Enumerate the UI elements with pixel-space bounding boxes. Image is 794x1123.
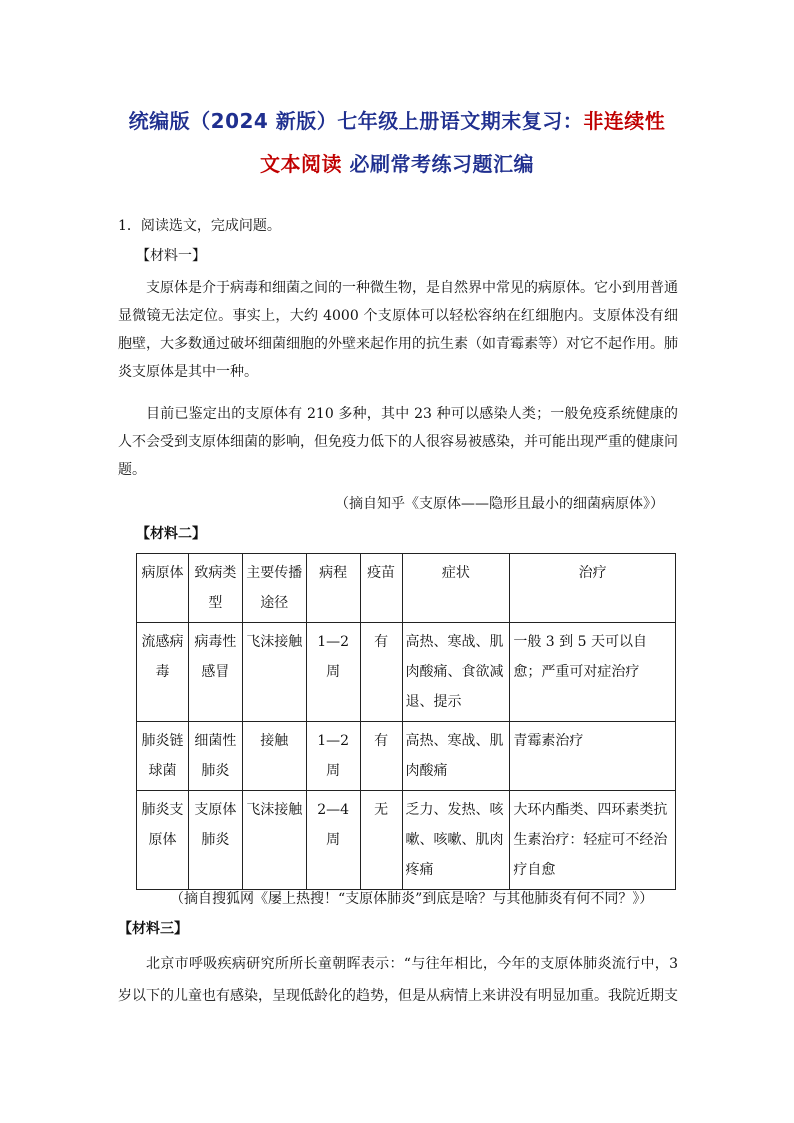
- table-header-cell: 症状: [402, 554, 510, 623]
- table-cell: 一般 3 到 5 天可以自愈；严重可对症治疗: [510, 623, 676, 722]
- title-red-part: 非连续性: [583, 109, 666, 133]
- title-blue-part-2: 必刷常考练习题汇编: [342, 152, 534, 176]
- table-row: [137, 722, 676, 791]
- table-cell: 高热、寒战、肌肉酸痛、食欲减退、提示: [402, 623, 510, 722]
- material1-paragraph2: 目前已鉴定出的支原体有 210 多种，其中 23 种可以感染人类；一般免疫系统健康的人不会受到支原体细菌的影响，但免疫力低下的人很容易被感染，并可能出现严重的健康问题。: [118, 406, 678, 478]
- material3-paragraph1: 北京市呼吸疾病研究所所长童朝晖表示：“与往年相比，今年的支原体肺炎流行中，3 岁以下的儿童也有感染，呈现低龄化的趋势，但是从病情上来讲没有明显加重。我院近期支: [118, 956, 678, 1004]
- table-cell: 大环内酯类、四环素类抗生素治疗：轻症可不经治疗自愈: [510, 791, 676, 890]
- material1-paragraph1: 支原体是介于病毒和细菌之间的一种微生物，是自然界中常见的病原体。它小到用普通显微镜无法定位。事实上，大约 4000 个支原体可以轻松容纳在红细胞内。支原体没有细胞壁，大多数通过破坏细菌细胞的外壁来起作用的抗生素（如青霉素等）对它不起作用。肺炎支原体是其中一种。: [118, 280, 678, 380]
- material1-source: （摘自知乎《支原体——隐形且最小的细菌病原体》）: [335, 496, 664, 512]
- table-cell: 1—2 周: [306, 722, 360, 791]
- material3-label: 【材料三】: [118, 921, 188, 937]
- table-row: [137, 791, 676, 890]
- question-prompt: 1．阅读选文，完成问题。: [118, 218, 281, 234]
- table-header-cell: 主要传播途径: [242, 554, 306, 623]
- table-cell: 肺炎支原体: [137, 791, 189, 890]
- document-title-line1: [0, 105, 794, 134]
- table-cell: 接触: [242, 722, 306, 791]
- table-cell: 无: [360, 791, 402, 890]
- table-cell: 飞沫接触: [242, 623, 306, 722]
- table-header-cell: 病程: [306, 554, 360, 623]
- table-cell: 肺炎链球菌: [137, 722, 189, 791]
- table-cell: 有: [360, 722, 402, 791]
- table-cell: 病毒性感冒: [188, 623, 242, 722]
- document-title-line2: [0, 148, 794, 177]
- table-header-cell: 病原体: [137, 554, 189, 623]
- table-cell: 飞沫接触: [242, 791, 306, 890]
- table-header-cell: 疫苗: [360, 554, 402, 623]
- table-cell: 流感病毒: [137, 623, 189, 722]
- table-cell: 支原体肺炎: [188, 791, 242, 890]
- table-header-cell: 致病类型: [188, 554, 242, 623]
- table-cell: 2—4 周: [306, 791, 360, 890]
- table-cell: 细菌性肺炎: [188, 722, 242, 791]
- material1-label: 【材料一】: [136, 248, 206, 264]
- material2-source: （摘自搜狐网《屡上热搜！“支原体肺炎”到底是啥？与其他肺炎有何不同？》）: [170, 891, 654, 907]
- title-red-part-2: 文本阅读: [260, 152, 343, 176]
- table-cell: 青霉素治疗: [510, 722, 676, 791]
- table-cell: 有: [360, 623, 402, 722]
- material2-label: 【材料二】: [136, 526, 206, 542]
- comparison-table: [136, 553, 676, 890]
- table-row: [137, 623, 676, 722]
- table-header-cell: 治疗: [510, 554, 676, 623]
- table-header-row: [137, 554, 676, 623]
- table-cell: 乏力、发热、咳嗽、咳嗽、肌肉疼痛: [402, 791, 510, 890]
- title-blue-part: 统编版（2024 新版）七年级上册语文期末复习：: [128, 109, 584, 133]
- table-cell: 高热、寒战、肌肉酸痛: [402, 722, 510, 791]
- table-cell: 1—2 周: [306, 623, 360, 722]
